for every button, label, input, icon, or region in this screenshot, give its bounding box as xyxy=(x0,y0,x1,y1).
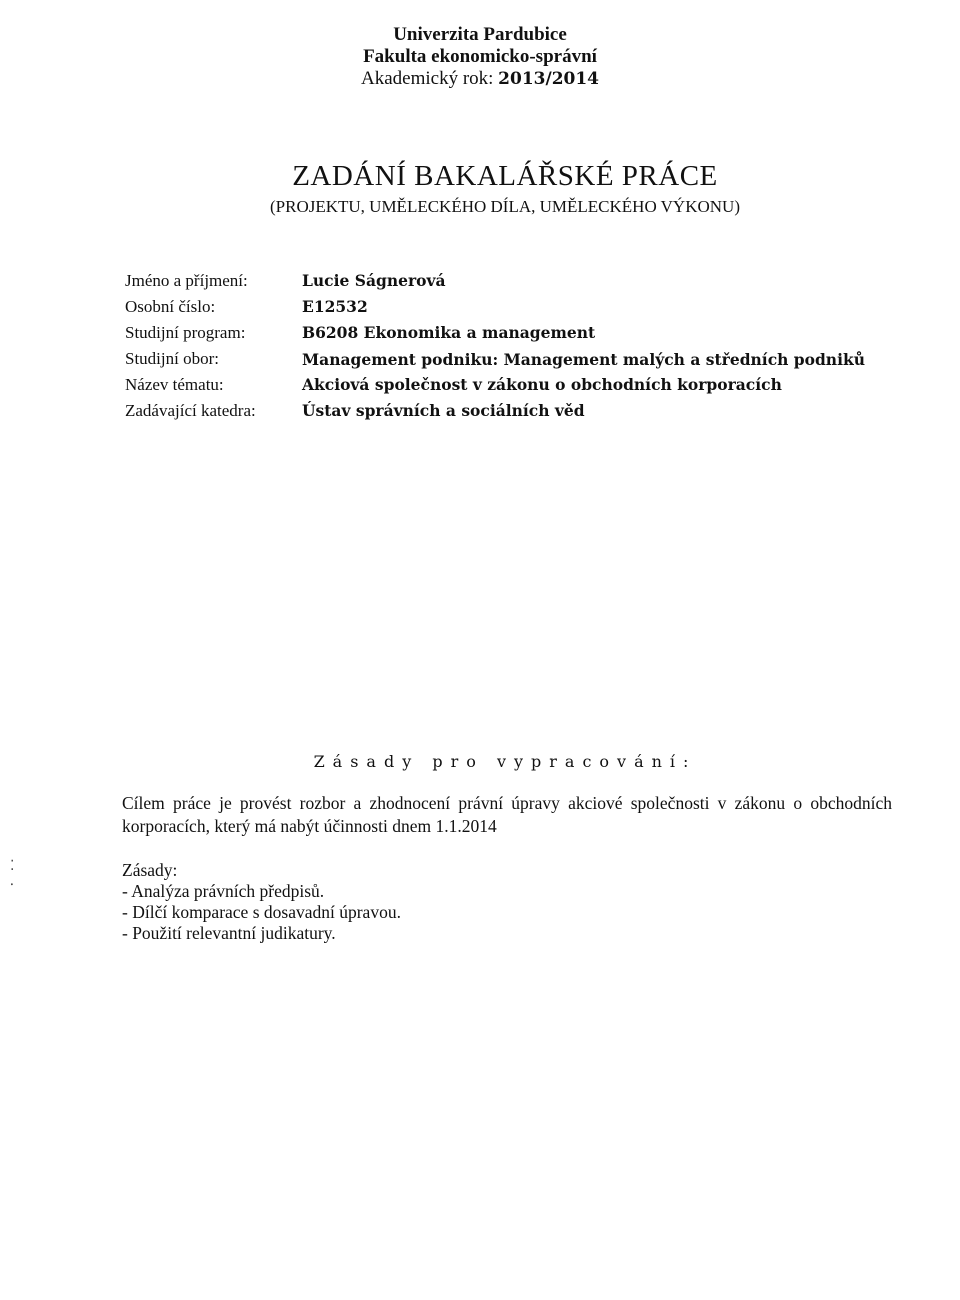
info-value: Management podniku: Management malých a středních podniků xyxy=(302,350,865,369)
faculty-name: Fakulta ekonomicko-správní xyxy=(363,46,597,67)
document-header xyxy=(0,24,960,90)
info-row-topic xyxy=(125,372,895,398)
info-label: Zadávající katedra: xyxy=(125,401,256,420)
guidelines-heading: Zásady pro vypracování: xyxy=(313,752,697,771)
info-value: E12532 xyxy=(302,297,368,316)
info-row-department xyxy=(125,398,895,424)
info-label: Osobní číslo: xyxy=(125,297,216,316)
info-label: Studijní obor: xyxy=(125,349,219,368)
student-info xyxy=(125,268,895,424)
scan-mark: ⁚ ⸱ xyxy=(10,859,15,893)
info-row-program xyxy=(125,320,895,346)
info-value: B6208 Ekonomika a management xyxy=(302,323,596,342)
info-value: Lucie Ságnerová xyxy=(302,271,446,290)
university-name: Univerzita Pardubice xyxy=(393,24,567,45)
list-item: - Analýza právních předpisů. xyxy=(122,881,325,901)
info-row-name xyxy=(125,268,895,294)
academic-year-label: Akademický rok: xyxy=(360,68,499,89)
goal-paragraph: Cílem práce je provést rozbor a zhodnocení právní úpravy akciové společnosti v zákonu o obchodních korporacích, který má nabýt účinnosti dnem 1.1.2014 xyxy=(122,793,892,836)
info-label: Název tématu: xyxy=(125,375,224,394)
document-subtitle: (PROJEKTU, UMĚLECKÉHO DÍLA, UMĚLECKÉHO VÝKONU) xyxy=(270,197,740,216)
list-item: - Použití relevantní judikatury. xyxy=(122,923,336,943)
list-item: - Dílčí komparace s dosavadní úpravou. xyxy=(122,902,401,922)
title-block xyxy=(0,158,960,218)
academic-year-value: 2013/2014 xyxy=(498,69,600,89)
academic-year xyxy=(0,68,960,90)
info-row-personal-number xyxy=(125,294,895,320)
info-label: Studijní program: xyxy=(125,323,246,342)
principles-list xyxy=(122,860,622,944)
info-value: Ústav správních a sociálních věd xyxy=(302,401,585,420)
info-value: Akciová společnost v zákonu o obchodních korporacích xyxy=(302,375,782,394)
principles-label: Zásady: xyxy=(122,860,178,880)
info-label: Jméno a příjmení: xyxy=(125,271,248,290)
document-title: ZADÁNÍ BAKALÁŘSKÉ PRÁCE xyxy=(292,160,718,192)
info-row-field xyxy=(125,346,895,372)
